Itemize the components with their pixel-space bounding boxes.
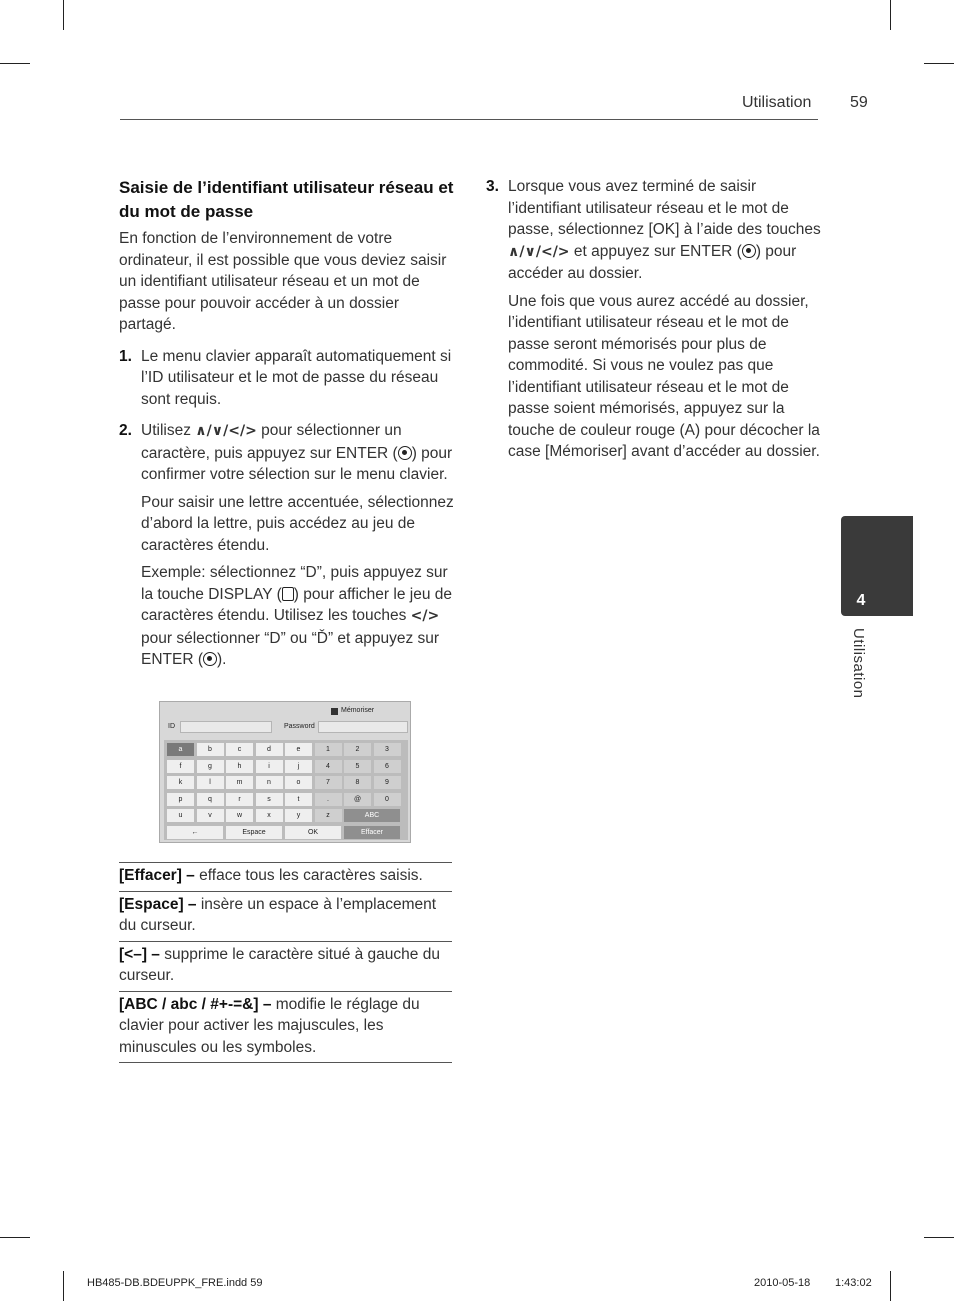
running-header: Utilisation [742,94,812,111]
arrow-keys-glyph: ∧/∨/</> [508,243,570,260]
enter-icon [398,446,412,460]
keyboard-key: e [285,743,312,756]
step-text [141,420,454,486]
crop-mark [890,0,891,30]
text-run: pour sélectionner “D” ou “Ď” et appuyez sur ENTER ( [141,629,440,668]
keyboard-key: . [315,793,342,806]
keyboard-key: r [226,793,253,806]
step-text [508,176,824,285]
step-number: 2. [119,422,132,439]
crop-mark [0,1237,30,1238]
text-run: Lorsque vous avez terminé de saisir l’identifiant utilisateur réseau et le mot de passe, sélectionnez [OK] à l’aide des touches [508,178,821,238]
step-1 [119,346,454,411]
keyboard-key: ABC [344,809,400,822]
definition-desc: insère un espace à l’emplacement du curseur. [119,895,437,934]
chapter-label: Utilisation [850,628,867,699]
keyboard-key: z [315,809,342,822]
left-column [119,176,454,681]
footer-time: 1:43:02 [835,1277,872,1289]
keyboard-key: v [197,809,224,822]
crop-mark [63,1271,64,1301]
checkbox-icon [331,708,338,715]
text-run: ) pour accéder au dossier. [508,242,797,282]
definition-desc: modifie le réglage du clavier pour activer les majuscules, les minuscules ou les symboles. [119,995,420,1056]
keyboard-key: l [197,776,224,789]
step-text: Une fois que vous aurez accédé au dossier, l’identifiant utilisateur réseau et le mot de passe seront mémorisés pour plus de commodité. Si vous ne voulez pas que l’identifiant utilisateur réseau et le mot de passe soient mémorisés, appuyez sur la touche de couleur rouge (A) pour décocher la case [Mémoriser] avant d’accéder au dossier. [508,292,820,460]
keyboard-key: m [226,776,253,789]
keyboard-key: 6 [374,760,401,773]
page-number: 59 [850,94,868,111]
keyboard-clear-key: Effacer [344,826,400,839]
footer-filename: HB485-DB.BDEUPPK_FRE.indd 59 [87,1277,263,1289]
section-title: Saisie de l’identifiant utilisateur réseau et du mot de passe [119,178,454,221]
keyboard-key: 2 [344,743,371,756]
text-run: ) pour afficher le jeu de caractères étendu. Utilisez les touches [141,585,452,624]
keyboard-input-area [160,702,410,738]
definition-term: [<–] – [119,945,160,963]
keyboard-key: i [256,760,283,773]
keyboard-key: g [197,760,224,773]
keyboard-key: j [285,760,312,773]
keyboard-key: f [167,760,194,773]
text-run: ). [217,651,227,668]
definition-term: [Espace] – [119,895,197,913]
step-text: Pour saisir une lettre accentuée, sélectionnez d’abord la lettre, puis accédez au jeu de caractères étendu. [141,493,454,554]
keyboard-key: a [167,743,194,756]
keyboard-key: @ [344,793,371,806]
keyboard-key: 9 [374,776,401,789]
crop-mark [63,0,64,30]
text-run: pour sélectionner un caractère, puis appuyez sur ENTER ( [141,422,402,462]
definitions-table [119,862,452,1063]
keyboard-key: n [256,776,283,789]
crop-mark [924,1237,954,1238]
text-run: ) pour confirmer votre sélection sur le menu clavier. [141,444,453,483]
keyboard-backspace-key: ← [167,826,223,839]
definition-row [119,892,452,942]
id-field [180,721,272,733]
text-run: Utilisez [141,422,196,439]
keyboard-key: y [285,809,312,822]
keyboard-space-key: Espace [226,826,282,839]
keyboard-key: 8 [344,776,371,789]
id-label: ID [168,723,175,730]
definition-desc: efface tous les caractères saisis. [194,867,423,884]
enter-icon [742,244,756,258]
step-text: Le menu clavier apparaît automatiquement si l’ID utilisateur et le mot de passe du réseau sont requis. [141,347,452,408]
keyboard-key: s [256,793,283,806]
password-label: Password [284,723,315,730]
chapter-number: 4 [856,592,866,609]
keyboard-key: t [285,793,312,806]
definition-row [119,942,452,992]
step-number: 1. [119,347,132,365]
step-text [141,562,454,671]
keyboard-key: q [197,793,224,806]
right-column [486,176,824,473]
step-3 [486,176,824,463]
keyboard-key: d [256,743,283,756]
arrow-keys-glyph: </> [410,608,440,624]
crop-mark [924,63,954,64]
text-run: et appuyez sur ENTER ( [569,242,742,260]
definition-row [119,863,452,892]
display-icon [282,587,294,601]
definition-row [119,992,452,1064]
remember-label: Mémoriser [341,707,375,714]
header-rule [120,119,818,120]
keyboard-key: u [167,809,194,822]
keyboard-key: 4 [315,760,342,773]
definition-desc: supprime le caractère situé à gauche du curseur. [119,945,440,984]
keyboard-key: 3 [374,743,401,756]
keyboard-key: 1 [315,743,342,756]
keyboard-key: x [256,809,283,822]
definition-term: [ABC / abc / #+-=&] – [119,995,272,1013]
keyboard-key: 7 [315,776,342,789]
keyboard-key: o [285,776,312,789]
step-2 [119,420,454,671]
keyboard-key: b [197,743,224,756]
keyboard-key: w [226,809,253,822]
keyboard-key: h [226,760,253,773]
definition-term: [Effacer] – [119,867,195,884]
keyboard-key: 5 [344,760,371,773]
crop-mark [890,1271,891,1301]
keyboard-screenshot [159,701,411,843]
enter-icon [203,652,217,666]
keyboard-ok-key: OK [285,826,341,839]
keyboard-key: c [226,743,253,756]
password-field [318,721,408,733]
arrow-keys-glyph: ∧/∨/</> [195,423,257,439]
keyboard-key: p [167,793,194,806]
step-number: 3. [486,178,499,195]
chapter-tab [841,516,913,616]
keyboard-grid [164,740,408,840]
crop-mark [0,63,30,64]
intro-paragraph: En fonction de l’environnement de votre ordinateur, il est possible que vous deviez saisir un identifiant utilisateur réseau et un mot de passe pour pouvoir accéder à un dossier partagé. [119,230,447,333]
text-run: Exemple: sélectionnez “D”, puis appuyez sur la touche DISPLAY ( [141,564,448,603]
keyboard-key: 0 [374,793,401,806]
footer-date: 2010-05-18 [754,1277,811,1289]
keyboard-key: k [167,776,194,789]
